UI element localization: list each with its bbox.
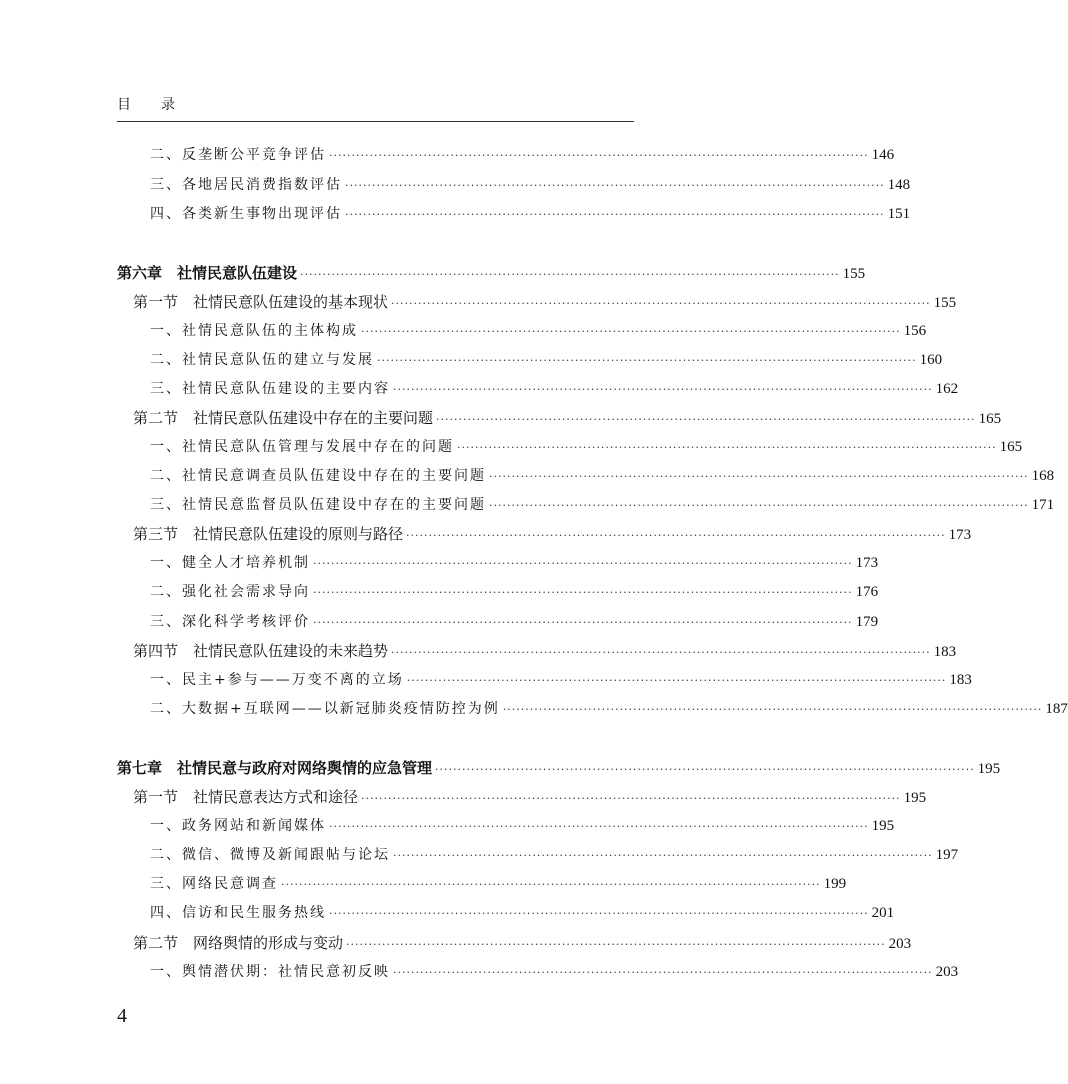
toc-entry-page: 146 (871, 147, 895, 163)
toc-entry (133, 292, 957, 314)
toc-entry-page: 195 (871, 818, 895, 834)
toc-entry-page: 195 (977, 761, 1001, 777)
toc-entry-page: 173 (948, 527, 972, 543)
toc-entry-page: 168 (1031, 468, 1055, 484)
toc-leader-dots: ························································································································ (406, 529, 946, 542)
toc-leader-dots: ························································································································ (329, 907, 869, 920)
toc-entry-title: 第一节 社情民意队伍建设的基本现状 (133, 293, 389, 311)
toc-entry-page: 151 (887, 206, 911, 222)
toc-entry-page: 165 (978, 411, 1002, 427)
toc-entry-page: 183 (933, 644, 957, 660)
toc-entry-page: 203 (935, 964, 959, 980)
toc-leader-dots: ························································································································ (436, 413, 976, 426)
toc-entry-title: 二、微信、微博及新闻跟帖与论坛 (150, 847, 390, 863)
toc-leader-dots: ························································································································ (393, 966, 933, 979)
toc-entry (150, 582, 879, 603)
toc-leader-dots: ························································································································ (329, 820, 869, 833)
toc-entry-title: 一、舆情潜伏期：社情民意初反映 (150, 964, 390, 980)
toc-entry-page: 156 (903, 323, 927, 339)
toc-entry (133, 933, 912, 955)
toc-entry (117, 758, 1001, 780)
toc-entry-title: 一、社情民意队伍的主体构成 (150, 323, 358, 339)
toc-entry-page: 171 (1031, 497, 1055, 513)
toc-entry (133, 641, 957, 663)
toc-entry-title: 三、社情民意监督员队伍建设中存在的主要问题 (150, 497, 486, 513)
header-left: 目 (117, 97, 131, 113)
toc-entry (150, 874, 847, 895)
toc-entry-page: 199 (823, 876, 847, 892)
toc-entry (150, 145, 895, 166)
toc-leader-dots: ························································································································ (391, 646, 931, 659)
toc-entry-page: 197 (935, 847, 959, 863)
toc-entry-title: 三、社情民意队伍建设的主要内容 (150, 381, 390, 397)
toc-leader-dots: ························································································································ (300, 268, 840, 281)
toc-entry (150, 350, 943, 371)
toc-leader-dots: ························································································································ (393, 383, 933, 396)
toc-entry (150, 553, 879, 574)
toc-entry (150, 612, 879, 633)
toc-leader-dots: ························································································································ (391, 297, 931, 310)
toc-entry-page: 183 (949, 672, 972, 688)
toc-entry-title: 一、健全人才培养机制 (150, 555, 310, 571)
toc-leader-dots: ························································································································ (345, 179, 885, 192)
toc-entry-title: 第二节 社情民意队伍建设中存在的主要问题 (133, 409, 434, 427)
toc-entry-page: 195 (903, 790, 927, 806)
toc-entry-page: 162 (935, 381, 959, 397)
toc-entry (150, 699, 1068, 720)
toc-leader-dots: ························································································································ (346, 938, 886, 951)
toc-entry (150, 495, 1055, 516)
toc-leader-dots: ························································································································ (345, 208, 885, 221)
toc-entry (150, 321, 927, 342)
toc-leader-dots: ························································································································ (406, 674, 947, 687)
toc-leader-dots: ························································································································ (393, 849, 933, 862)
toc-entry-page: 203 (888, 936, 912, 952)
toc-entry-page: 165 (999, 439, 1023, 455)
toc-entry-page: 201 (871, 905, 895, 921)
toc-entry (150, 437, 1023, 458)
toc-entry-title: 三、深化科学考核评价 (150, 614, 310, 630)
toc-leader-dots: ························································································································ (313, 616, 853, 629)
toc-leader-dots: ························································································································ (329, 149, 869, 162)
toc-entry-title: 二、社情民意调查员队伍建设中存在的主要问题 (150, 468, 486, 484)
toc-entry-page: 160 (919, 352, 943, 368)
toc-entry-page: 155 (842, 266, 866, 282)
toc-leader-dots: ························································································································ (502, 703, 1043, 716)
toc-leader-dots: ························································································································ (361, 792, 901, 805)
toc-entry-page: 176 (855, 584, 879, 600)
toc-leader-dots: ························································································································ (361, 325, 901, 338)
toc-entry-page: 179 (855, 614, 879, 630)
toc-entry-title: 二、社情民意队伍的建立与发展 (150, 352, 374, 368)
toc-leader-dots: ························································································································ (435, 763, 975, 776)
toc-leader-dots: ························································································································ (489, 470, 1029, 483)
toc-entry-title: 三、网络民意调查 (150, 876, 278, 892)
header-right: 录 (161, 97, 175, 113)
toc-entry-title: 一、民主+参与——万变不离的立场 (150, 672, 404, 688)
toc-entry-title: 二、反垄断公平竞争评估 (150, 147, 326, 163)
toc-leader-dots: ························································································································ (489, 499, 1029, 512)
toc-entry (150, 845, 959, 866)
page-number: 4 (117, 1005, 127, 1027)
toc-entry-page: 187 (1045, 701, 1068, 717)
toc-entry-title: 二、强化社会需求导向 (150, 584, 310, 600)
toc-entry (117, 263, 866, 285)
toc-entry-page: 148 (887, 177, 911, 193)
toc-entry (150, 466, 1055, 487)
toc-entry (150, 670, 972, 691)
toc-entry (133, 408, 1002, 430)
toc-entry-title: 三、各地居民消费指数评估 (150, 177, 342, 193)
toc-entry-title: 一、政务网站和新闻媒体 (150, 818, 326, 834)
toc-leader-dots: ························································································································ (377, 354, 917, 367)
toc-entry (133, 787, 927, 809)
header-rule (117, 121, 634, 122)
toc-leader-dots: ························································································································ (313, 557, 853, 570)
toc-entry-title: 第四节 社情民意队伍建设的未来趋势 (133, 642, 389, 660)
toc-entry (150, 816, 895, 837)
toc-entry (150, 962, 959, 983)
toc-entry-title: 第三节 社情民意队伍建设的原则与路径 (133, 525, 404, 543)
toc-leader-dots: ························································································································ (457, 441, 997, 454)
toc-entry (150, 379, 959, 400)
toc-entry-title: 第二节 网络舆情的形成与变动 (133, 934, 344, 952)
toc-entry-title: 二、大数据+互联网——以新冠肺炎疫情防控为例 (150, 701, 500, 717)
toc-entry-page: 155 (933, 295, 957, 311)
toc-entry (150, 903, 895, 924)
toc-leader-dots: ························································································································ (313, 586, 853, 599)
toc-entry-title: 第一节 社情民意表达方式和途径 (133, 788, 359, 806)
toc-entry (150, 175, 911, 196)
toc-leader-dots: ························································································································ (281, 878, 821, 891)
toc-entry-title: 四、信访和民生服务热线 (150, 905, 326, 921)
toc-entry-title: 四、各类新生事物出现评估 (150, 206, 342, 222)
toc-entry-page: 173 (855, 555, 879, 571)
toc-entry-title: 第六章 社情民意队伍建设 (117, 264, 298, 282)
toc-entry-title: 一、社情民意队伍管理与发展中存在的问题 (150, 439, 454, 455)
running-header (117, 94, 175, 114)
toc-entry (133, 524, 972, 546)
toc-entry-title: 第七章 社情民意与政府对网络舆情的应急管理 (117, 759, 433, 777)
toc-entry (150, 204, 911, 225)
